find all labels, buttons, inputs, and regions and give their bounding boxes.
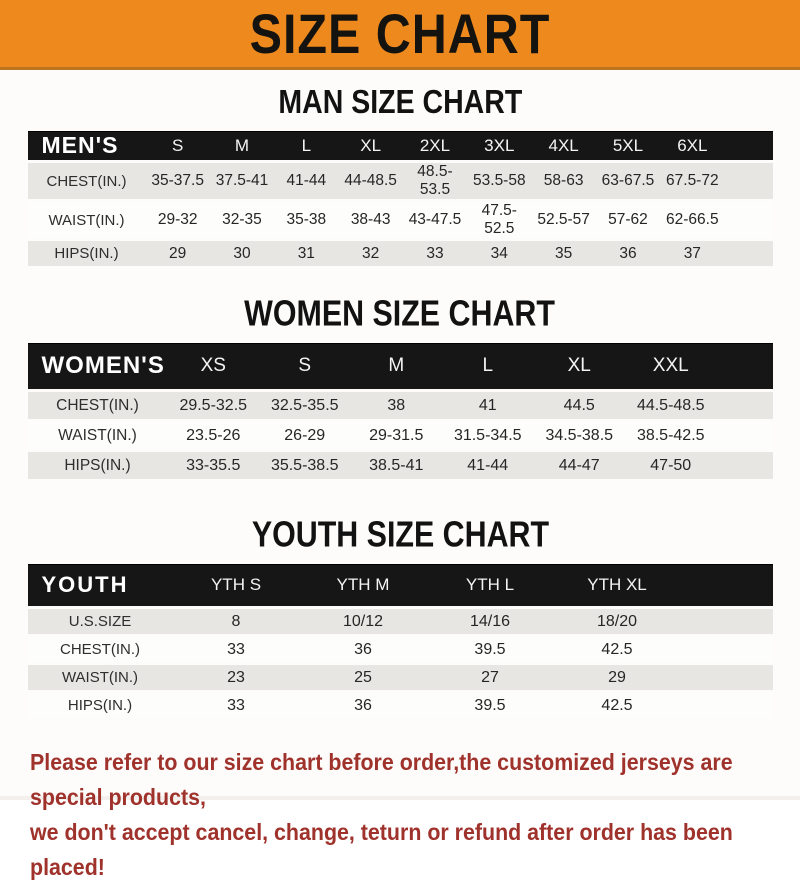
row-label: CHEST(IN.): [28, 392, 168, 419]
spacer-cell: [717, 392, 773, 419]
cell: 34: [467, 241, 531, 266]
size-column-header: YTH L: [427, 564, 554, 606]
cell: 38-43: [338, 202, 402, 238]
size-column-header: L: [442, 343, 534, 389]
cell: 47-50: [625, 452, 717, 479]
cell: 34.5-38.5: [534, 422, 626, 449]
size-column-header: XL: [338, 131, 402, 160]
size-column-header: YTH XL: [554, 564, 681, 606]
cell: 33-35.5: [168, 452, 260, 479]
cell: 58-63: [531, 163, 595, 199]
cell: 44.5: [534, 392, 626, 419]
cell: 10/12: [300, 609, 427, 634]
cell: 47.5-52.5: [467, 202, 531, 238]
women-table-label: WOMEN'S: [28, 343, 168, 389]
cell: 32: [338, 241, 402, 266]
table-row: [28, 637, 773, 662]
cell: 52.5-57: [531, 202, 595, 238]
size-column-header: YTH M: [300, 564, 427, 606]
table-row: [28, 163, 773, 199]
cell: 35: [531, 241, 595, 266]
row-label: HIPS(IN.): [28, 452, 168, 479]
cell: 36: [596, 241, 660, 266]
cell: 29-31.5: [351, 422, 443, 449]
page-title: SIZE CHART: [249, 2, 551, 65]
row-label: U.S.SIZE: [28, 609, 173, 634]
row-label: CHEST(IN.): [28, 163, 146, 199]
spacer-cell: [681, 637, 773, 662]
size-column-header: 5XL: [596, 131, 660, 160]
cell: 62-66.5: [660, 202, 724, 238]
cell: 33: [173, 693, 300, 718]
size-column-header: 6XL: [660, 131, 724, 160]
banner: [0, 0, 800, 70]
cell: 44-48.5: [338, 163, 402, 199]
spacer-cell: [717, 422, 773, 449]
row-label: WAIST(IN.): [28, 665, 173, 690]
size-column-header: M: [210, 131, 274, 160]
women-header-row: [28, 343, 773, 389]
cell: 39.5: [427, 693, 554, 718]
cell: 33: [403, 241, 467, 266]
cell: 36: [300, 693, 427, 718]
table-row: [28, 392, 773, 419]
spacer-cell: [725, 131, 773, 160]
footer-note: [30, 745, 793, 885]
row-label: WAIST(IN.): [28, 422, 168, 449]
spacer-cell: [681, 693, 773, 718]
size-column-header: XS: [168, 343, 260, 389]
size-column-header: 3XL: [467, 131, 531, 160]
cell: 14/16: [427, 609, 554, 634]
cell: 38.5-41: [351, 452, 443, 479]
cell: 38: [351, 392, 443, 419]
size-column-header: 2XL: [403, 131, 467, 160]
footer-line-2: we don't accept cancel, change, teturn or refund after order has been placed!: [30, 819, 733, 880]
cell: 48.5-53.5: [403, 163, 467, 199]
cell: 44-47: [534, 452, 626, 479]
cell: 53.5-58: [467, 163, 531, 199]
cell: 37: [660, 241, 724, 266]
cell: 30: [210, 241, 274, 266]
cell: 42.5: [554, 693, 681, 718]
spacer-cell: [725, 202, 773, 238]
cell: 41: [442, 392, 534, 419]
women-size-table: [28, 340, 773, 482]
cell: 18/20: [554, 609, 681, 634]
size-column-header: L: [274, 131, 338, 160]
cell: 44.5-48.5: [625, 392, 717, 419]
women-section-title: WOMEN SIZE CHART: [244, 292, 556, 334]
cell: 38.5-42.5: [625, 422, 717, 449]
size-column-header: XL: [534, 343, 626, 389]
size-column-header: S: [146, 131, 210, 160]
spacer-cell: [681, 609, 773, 634]
table-row: [28, 665, 773, 690]
table-row: [28, 609, 773, 634]
cell: 31: [274, 241, 338, 266]
footer-line-1: Please refer to our size chart before order,the customized jerseys are special products,: [30, 749, 733, 810]
cell: 32.5-35.5: [259, 392, 351, 419]
cell: 23.5-26: [168, 422, 260, 449]
spacer-cell: [725, 163, 773, 199]
table-row: [28, 693, 773, 718]
cell: 8: [173, 609, 300, 634]
spacer-cell: [681, 665, 773, 690]
table-row: [28, 202, 773, 238]
row-label: WAIST(IN.): [28, 202, 146, 238]
cell: 37.5-41: [210, 163, 274, 199]
youth-table-label: YOUTH: [28, 564, 173, 606]
table-row: [28, 241, 773, 266]
size-column-header: YTH S: [173, 564, 300, 606]
size-column-header: M: [351, 343, 443, 389]
cell: 27: [427, 665, 554, 690]
youth-section-title: YOUTH SIZE CHART: [251, 513, 549, 555]
youth-size-table: [28, 561, 773, 721]
size-column-header: 4XL: [531, 131, 595, 160]
spacer-cell: [717, 343, 773, 389]
row-label: HIPS(IN.): [28, 241, 146, 266]
spacer-cell: [681, 564, 773, 606]
cell: 41-44: [442, 452, 534, 479]
cell: 35.5-38.5: [259, 452, 351, 479]
size-column-header: XXL: [625, 343, 717, 389]
table-row: [28, 422, 773, 449]
cell: 42.5: [554, 637, 681, 662]
cell: 35-38: [274, 202, 338, 238]
men-table-label: MEN'S: [28, 131, 146, 160]
cell: 32-35: [210, 202, 274, 238]
cell: 35-37.5: [146, 163, 210, 199]
row-label: CHEST(IN.): [28, 637, 173, 662]
cell: 23: [173, 665, 300, 690]
cell: 29.5-32.5: [168, 392, 260, 419]
cell: 36: [300, 637, 427, 662]
cell: 31.5-34.5: [442, 422, 534, 449]
men-section-title: MAN SIZE CHART: [278, 83, 522, 121]
cell: 41-44: [274, 163, 338, 199]
row-label: HIPS(IN.): [28, 693, 173, 718]
cell: 29: [554, 665, 681, 690]
cell: 67.5-72: [660, 163, 724, 199]
youth-header-row: [28, 564, 773, 606]
cell: 63-67.5: [596, 163, 660, 199]
men-size-table: [28, 128, 773, 269]
spacer-cell: [717, 452, 773, 479]
cell: 57-62: [596, 202, 660, 238]
size-column-header: S: [259, 343, 351, 389]
spacer-cell: [725, 241, 773, 266]
cell: 29: [146, 241, 210, 266]
cell: 25: [300, 665, 427, 690]
cell: 29-32: [146, 202, 210, 238]
men-header-row: [28, 131, 773, 160]
cell: 26-29: [259, 422, 351, 449]
table-row: [28, 452, 773, 479]
cell: 43-47.5: [403, 202, 467, 238]
cell: 33: [173, 637, 300, 662]
cell: 39.5: [427, 637, 554, 662]
